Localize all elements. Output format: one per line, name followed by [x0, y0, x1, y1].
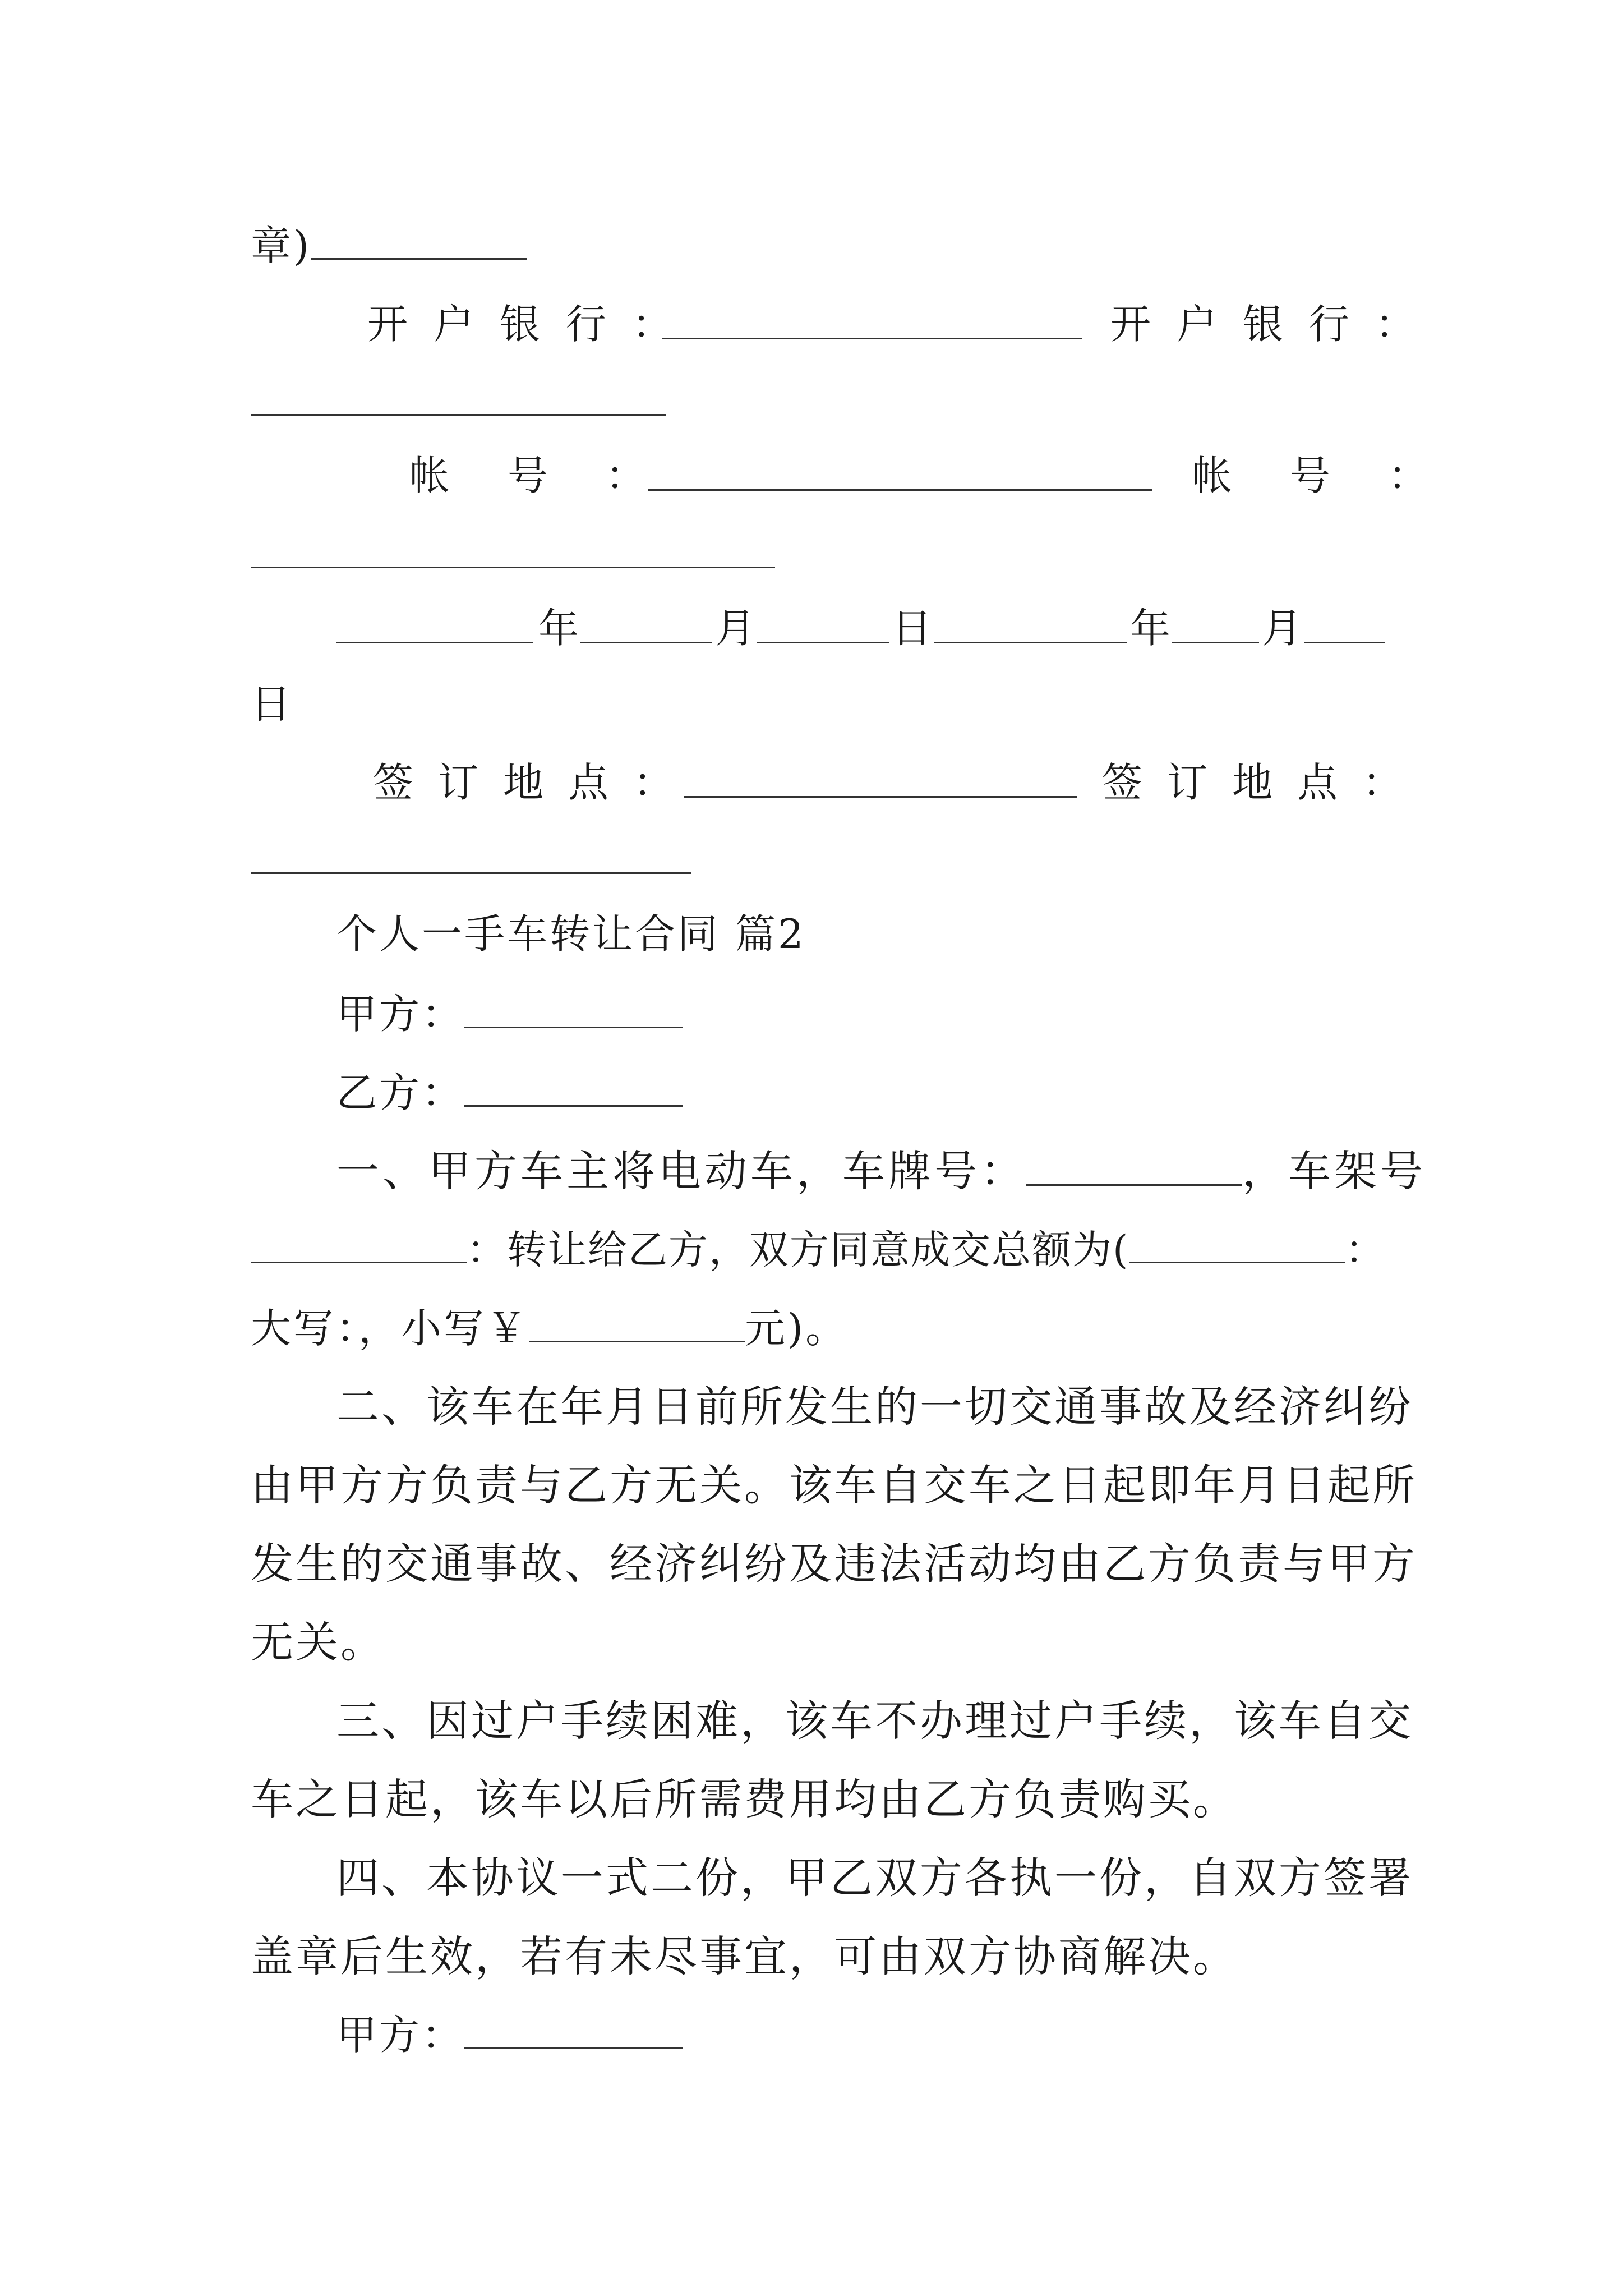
account-blank-a	[648, 458, 1152, 491]
seal-line	[251, 223, 527, 268]
date-month-a: 月	[715, 605, 756, 652]
clause1-line1: 一、甲方车主将电动车，车牌号： ，车架号	[336, 1146, 1426, 1196]
total-blank	[1129, 1230, 1345, 1263]
date-year-b: 年	[1130, 605, 1171, 652]
account-blank-b	[251, 561, 775, 568]
account-label-a: 帐 号 ：	[409, 452, 668, 499]
date-month-b: 月	[1262, 605, 1303, 652]
plate-blank	[1026, 1153, 1242, 1186]
clause2-line3: 发生的交通事故、经济纠纷及违法活动均由乙方负责与甲方	[251, 1539, 1417, 1589]
date-month-blank-b	[1172, 610, 1259, 643]
frame-blank	[251, 1230, 467, 1263]
clause4-line2: 盖章后生效，若有未尽事宜，可由双方协商解决。	[251, 1931, 1238, 1981]
bank-label-b: 开户银行：	[1110, 301, 1442, 348]
bank-blank-b	[251, 408, 666, 416]
clause1-line3: 大写：，小写￥ 元)。	[251, 1305, 849, 1352]
date-year-blank-a	[336, 610, 533, 643]
place-blank-a	[684, 765, 1077, 798]
date-month-blank-a	[580, 610, 712, 643]
place-blank-b	[251, 867, 691, 874]
party-a-label: 甲方：	[336, 991, 465, 1038]
section-title: 个人一手车转让合同 篇2	[336, 910, 806, 958]
party-a-sign-blank	[464, 2016, 683, 2049]
party-b-line	[336, 1070, 683, 1115]
date-day-blank-b	[1304, 610, 1385, 643]
account-label-b: 帐 号 ：	[1192, 452, 1451, 499]
seal-blank	[311, 227, 527, 260]
date-day-b-line	[251, 682, 293, 726]
bank-blank-a	[662, 306, 1082, 339]
date-day-a: 日	[892, 605, 933, 652]
clause3-line2: 车之日起，该车以后所需费用均由乙方负责购买。	[251, 1774, 1238, 1824]
clause2-line1: 二、该车在年月日前所发生的一切交通事故及经济纠纷	[336, 1382, 1413, 1432]
clause4-line1: 四、本协议一式二份，甲乙双方各执一份，自双方签署	[336, 1853, 1413, 1903]
place-label-a: 签订地点：	[373, 759, 699, 806]
party-a-line	[336, 992, 683, 1037]
party-b-label: 乙方：	[336, 1069, 465, 1116]
bank-label-a: 开户银行：	[367, 301, 699, 348]
date-year-blank-b	[934, 610, 1127, 643]
party-b-blank	[464, 1074, 683, 1107]
seal-text: 章)	[251, 222, 312, 269]
date-year-a: 年	[538, 605, 579, 652]
clause3-line1: 三、因过户手续困难，该车不办理过户手续，该车自交	[336, 1696, 1413, 1746]
amount-blank	[529, 1309, 745, 1342]
date-day-b: 日	[251, 680, 294, 728]
party-a-sign-label: 甲方：	[336, 2012, 465, 2059]
party-a-sign-line	[336, 2013, 683, 2058]
place-label-b: 签订地点：	[1102, 759, 1428, 806]
clause2-line2: 由甲方方负责与乙方无关。该车自交车之日起即年月日起所	[251, 1460, 1417, 1510]
clause1-line2: ：转让给乙方，双方同意成交总额为( ：	[251, 1227, 1385, 1272]
party-a-blank	[464, 995, 683, 1028]
date-day-blank-a	[757, 610, 889, 643]
clause2-line4: 无关。	[251, 1617, 385, 1667]
